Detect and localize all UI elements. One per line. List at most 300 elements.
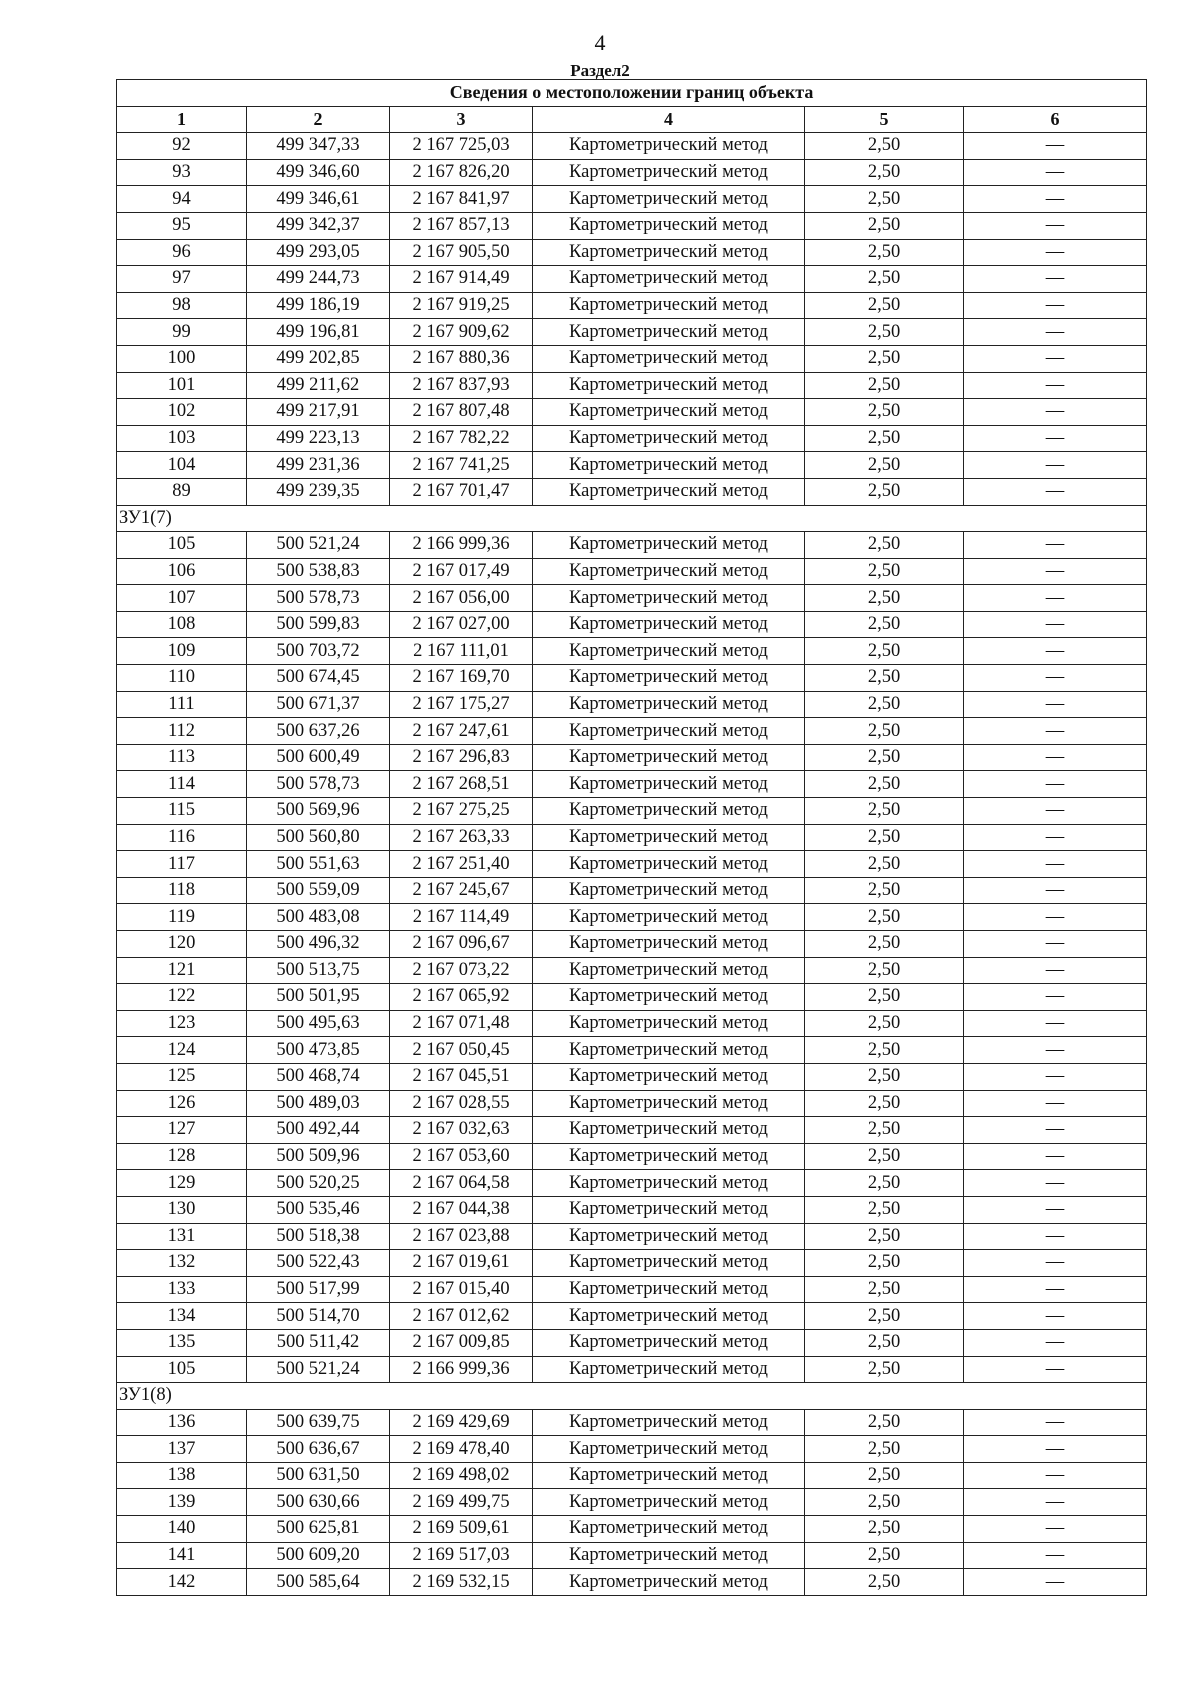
accuracy-cell: 2,50 — [805, 957, 964, 984]
x-coordinate-cell: 500 517,99 — [247, 1276, 390, 1303]
accuracy-cell: 2,50 — [805, 399, 964, 426]
method-cell: Картометрический метод — [533, 372, 805, 399]
accuracy-cell: 2,50 — [805, 1143, 964, 1170]
accuracy-cell: 2,50 — [805, 532, 964, 559]
table-body — [117, 133, 1147, 1596]
table-row — [117, 1010, 1147, 1037]
method-cell: Картометрический метод — [533, 984, 805, 1011]
point-number-cell: 124 — [117, 1037, 247, 1064]
point-number-cell: 100 — [117, 345, 247, 372]
method-cell: Картометрический метод — [533, 1409, 805, 1436]
method-cell: Картометрический метод — [533, 1516, 805, 1543]
table-row — [117, 798, 1147, 825]
note-cell: — — [964, 718, 1147, 745]
point-number-cell: 141 — [117, 1542, 247, 1569]
note-cell: — — [964, 665, 1147, 692]
column-header: 5 — [805, 106, 964, 133]
accuracy-cell: 2,50 — [805, 665, 964, 692]
y-coordinate-cell: 2 167 857,13 — [390, 212, 533, 239]
point-number-cell: 119 — [117, 904, 247, 931]
x-coordinate-cell: 500 585,64 — [247, 1569, 390, 1596]
point-number-cell: 118 — [117, 877, 247, 904]
table-row — [117, 425, 1147, 452]
method-cell: Картометрический метод — [533, 638, 805, 665]
table-row — [117, 877, 1147, 904]
note-cell: — — [964, 744, 1147, 771]
y-coordinate-cell: 2 167 032,63 — [390, 1117, 533, 1144]
y-coordinate-cell: 2 167 012,62 — [390, 1303, 533, 1330]
note-cell: — — [964, 691, 1147, 718]
note-cell: — — [964, 1010, 1147, 1037]
y-coordinate-cell: 2 169 517,03 — [390, 1542, 533, 1569]
note-cell: — — [964, 1303, 1147, 1330]
point-number-cell: 120 — [117, 931, 247, 958]
accuracy-cell: 2,50 — [805, 1569, 964, 1596]
y-coordinate-cell: 2 167 073,22 — [390, 957, 533, 984]
table-row — [117, 1037, 1147, 1064]
y-coordinate-cell: 2 167 017,49 — [390, 558, 533, 585]
parcel-group-label: ЗУ1(7) — [117, 505, 1147, 532]
note-cell: — — [964, 1037, 1147, 1064]
point-number-cell: 138 — [117, 1462, 247, 1489]
accuracy-cell: 2,50 — [805, 771, 964, 798]
x-coordinate-cell: 500 511,42 — [247, 1329, 390, 1356]
table-row — [117, 984, 1147, 1011]
x-coordinate-cell: 500 518,38 — [247, 1223, 390, 1250]
x-coordinate-cell: 500 625,81 — [247, 1516, 390, 1543]
point-number-cell: 93 — [117, 159, 247, 186]
table-row — [117, 1409, 1147, 1436]
table-row — [117, 478, 1147, 505]
y-coordinate-cell: 2 167 701,47 — [390, 478, 533, 505]
method-cell: Картометрический метод — [533, 239, 805, 266]
y-coordinate-cell: 2 167 263,33 — [390, 824, 533, 851]
column-header: 4 — [533, 106, 805, 133]
table-row — [117, 1516, 1147, 1543]
method-cell: Картометрический метод — [533, 212, 805, 239]
accuracy-cell: 2,50 — [805, 798, 964, 825]
method-cell: Картометрический метод — [533, 585, 805, 612]
table-row — [117, 851, 1147, 878]
point-number-cell: 110 — [117, 665, 247, 692]
note-cell: — — [964, 1196, 1147, 1223]
y-coordinate-cell: 2 167 050,45 — [390, 1037, 533, 1064]
table-row — [117, 1436, 1147, 1463]
table-row — [117, 1117, 1147, 1144]
y-coordinate-cell: 2 167 023,88 — [390, 1223, 533, 1250]
accuracy-cell: 2,50 — [805, 478, 964, 505]
point-number-cell: 125 — [117, 1063, 247, 1090]
point-number-cell: 111 — [117, 691, 247, 718]
method-cell: Картометрический метод — [533, 798, 805, 825]
x-coordinate-cell: 500 483,08 — [247, 904, 390, 931]
note-cell: — — [964, 1409, 1147, 1436]
x-coordinate-cell: 499 186,19 — [247, 292, 390, 319]
note-cell: — — [964, 798, 1147, 825]
x-coordinate-cell: 500 514,70 — [247, 1303, 390, 1330]
point-number-cell: 139 — [117, 1489, 247, 1516]
point-number-cell: 135 — [117, 1329, 247, 1356]
parcel-group-label: ЗУ1(8) — [117, 1383, 1147, 1410]
x-coordinate-cell: 500 578,73 — [247, 771, 390, 798]
method-cell: Картометрический метод — [533, 425, 805, 452]
method-cell: Картометрический метод — [533, 399, 805, 426]
method-cell: Картометрический метод — [533, 611, 805, 638]
table-row — [117, 1276, 1147, 1303]
accuracy-cell: 2,50 — [805, 266, 964, 293]
accuracy-cell: 2,50 — [805, 1250, 964, 1277]
x-coordinate-cell: 499 217,91 — [247, 399, 390, 426]
note-cell: — — [964, 1143, 1147, 1170]
accuracy-cell: 2,50 — [805, 638, 964, 665]
accuracy-cell: 2,50 — [805, 1063, 964, 1090]
point-number-cell: 108 — [117, 611, 247, 638]
point-number-cell: 127 — [117, 1117, 247, 1144]
point-number-cell: 109 — [117, 638, 247, 665]
y-coordinate-cell: 2 167 807,48 — [390, 399, 533, 426]
note-cell: — — [964, 399, 1147, 426]
y-coordinate-cell: 2 166 999,36 — [390, 532, 533, 559]
coordinates-table — [116, 79, 1147, 1596]
x-coordinate-cell: 500 560,80 — [247, 824, 390, 851]
column-header: 6 — [964, 106, 1147, 133]
table-row — [117, 904, 1147, 931]
method-cell: Картометрический метод — [533, 1090, 805, 1117]
y-coordinate-cell: 2 167 725,03 — [390, 133, 533, 160]
accuracy-cell: 2,50 — [805, 452, 964, 479]
accuracy-cell: 2,50 — [805, 1090, 964, 1117]
table-row — [117, 718, 1147, 745]
x-coordinate-cell: 500 609,20 — [247, 1542, 390, 1569]
point-number-cell: 133 — [117, 1276, 247, 1303]
point-number-cell: 112 — [117, 718, 247, 745]
table-row — [117, 133, 1147, 160]
note-cell: — — [964, 372, 1147, 399]
accuracy-cell: 2,50 — [805, 744, 964, 771]
table-row — [117, 638, 1147, 665]
method-cell: Картометрический метод — [533, 665, 805, 692]
accuracy-cell: 2,50 — [805, 611, 964, 638]
y-coordinate-cell: 2 169 509,61 — [390, 1516, 533, 1543]
table-row — [117, 292, 1147, 319]
method-cell: Картометрический метод — [533, 1303, 805, 1330]
y-coordinate-cell: 2 167 027,00 — [390, 611, 533, 638]
x-coordinate-cell: 499 223,13 — [247, 425, 390, 452]
table-row — [117, 345, 1147, 372]
method-cell: Картометрический метод — [533, 691, 805, 718]
note-cell: — — [964, 1276, 1147, 1303]
y-coordinate-cell: 2 167 056,00 — [390, 585, 533, 612]
y-coordinate-cell: 2 167 741,25 — [390, 452, 533, 479]
point-number-cell: 129 — [117, 1170, 247, 1197]
column-header: 3 — [390, 106, 533, 133]
note-cell: — — [964, 771, 1147, 798]
note-cell: — — [964, 478, 1147, 505]
accuracy-cell: 2,50 — [805, 186, 964, 213]
y-coordinate-cell: 2 167 841,97 — [390, 186, 533, 213]
note-cell: — — [964, 159, 1147, 186]
x-coordinate-cell: 500 639,75 — [247, 1409, 390, 1436]
method-cell: Картометрический метод — [533, 292, 805, 319]
x-coordinate-cell: 500 468,74 — [247, 1063, 390, 1090]
x-coordinate-cell: 500 489,03 — [247, 1090, 390, 1117]
note-cell: — — [964, 292, 1147, 319]
note-cell: — — [964, 186, 1147, 213]
table-row — [117, 1063, 1147, 1090]
point-number-cell: 105 — [117, 1356, 247, 1383]
accuracy-cell: 2,50 — [805, 372, 964, 399]
accuracy-cell: 2,50 — [805, 904, 964, 931]
accuracy-cell: 2,50 — [805, 319, 964, 346]
x-coordinate-cell: 500 636,67 — [247, 1436, 390, 1463]
method-cell: Картометрический метод — [533, 452, 805, 479]
y-coordinate-cell: 2 167 905,50 — [390, 239, 533, 266]
accuracy-cell: 2,50 — [805, 345, 964, 372]
accuracy-cell: 2,50 — [805, 1489, 964, 1516]
method-cell: Картометрический метод — [533, 1223, 805, 1250]
x-coordinate-cell: 500 559,09 — [247, 877, 390, 904]
x-coordinate-cell: 500 473,85 — [247, 1037, 390, 1064]
y-coordinate-cell: 2 167 782,22 — [390, 425, 533, 452]
table-row — [117, 452, 1147, 479]
accuracy-cell: 2,50 — [805, 824, 964, 851]
point-number-cell: 132 — [117, 1250, 247, 1277]
note-cell: — — [964, 558, 1147, 585]
method-cell: Картометрический метод — [533, 1329, 805, 1356]
method-cell: Картометрический метод — [533, 877, 805, 904]
y-coordinate-cell: 2 167 175,27 — [390, 691, 533, 718]
accuracy-cell: 2,50 — [805, 585, 964, 612]
x-coordinate-cell: 499 196,81 — [247, 319, 390, 346]
y-coordinate-cell: 2 167 019,61 — [390, 1250, 533, 1277]
section-title: Раздел2 — [570, 61, 630, 80]
y-coordinate-cell: 2 167 914,49 — [390, 266, 533, 293]
accuracy-cell: 2,50 — [805, 425, 964, 452]
y-coordinate-cell: 2 167 919,25 — [390, 292, 533, 319]
y-coordinate-cell: 2 167 826,20 — [390, 159, 533, 186]
x-coordinate-cell: 499 231,36 — [247, 452, 390, 479]
method-cell: Картометрический метод — [533, 718, 805, 745]
y-coordinate-cell: 2 167 268,51 — [390, 771, 533, 798]
accuracy-cell: 2,50 — [805, 212, 964, 239]
x-coordinate-cell: 500 600,49 — [247, 744, 390, 771]
point-number-cell: 128 — [117, 1143, 247, 1170]
method-cell: Картометрический метод — [533, 532, 805, 559]
y-coordinate-cell: 2 167 096,67 — [390, 931, 533, 958]
accuracy-cell: 2,50 — [805, 292, 964, 319]
table-row — [117, 957, 1147, 984]
accuracy-cell: 2,50 — [805, 1117, 964, 1144]
table-row — [117, 1489, 1147, 1516]
x-coordinate-cell: 500 671,37 — [247, 691, 390, 718]
x-coordinate-cell: 499 293,05 — [247, 239, 390, 266]
note-cell: — — [964, 345, 1147, 372]
table-row — [117, 665, 1147, 692]
accuracy-cell: 2,50 — [805, 159, 964, 186]
table-row — [117, 239, 1147, 266]
method-cell: Картометрический метод — [533, 1063, 805, 1090]
x-coordinate-cell: 500 674,45 — [247, 665, 390, 692]
point-number-cell: 121 — [117, 957, 247, 984]
note-cell: — — [964, 638, 1147, 665]
y-coordinate-cell: 2 167 169,70 — [390, 665, 533, 692]
accuracy-cell: 2,50 — [805, 1010, 964, 1037]
note-cell: — — [964, 532, 1147, 559]
note-cell: — — [964, 266, 1147, 293]
method-cell: Картометрический метод — [533, 1037, 805, 1064]
table-row — [117, 1170, 1147, 1197]
table-row — [117, 558, 1147, 585]
y-coordinate-cell: 2 166 999,36 — [390, 1356, 533, 1383]
x-coordinate-cell: 500 509,96 — [247, 1143, 390, 1170]
table-row — [117, 824, 1147, 851]
point-number-cell: 92 — [117, 133, 247, 160]
x-coordinate-cell: 500 520,25 — [247, 1170, 390, 1197]
note-cell: — — [964, 904, 1147, 931]
x-coordinate-cell: 500 551,63 — [247, 851, 390, 878]
x-coordinate-cell: 500 599,83 — [247, 611, 390, 638]
table-row — [117, 744, 1147, 771]
y-coordinate-cell: 2 167 880,36 — [390, 345, 533, 372]
x-coordinate-cell: 499 202,85 — [247, 345, 390, 372]
method-cell: Картометрический метод — [533, 266, 805, 293]
table-row — [117, 1090, 1147, 1117]
table-row — [117, 1143, 1147, 1170]
accuracy-cell: 2,50 — [805, 1037, 964, 1064]
table-row — [117, 1223, 1147, 1250]
column-header: 1 — [117, 106, 247, 133]
point-number-cell: 130 — [117, 1196, 247, 1223]
method-cell: Картометрический метод — [533, 1143, 805, 1170]
point-number-cell: 103 — [117, 425, 247, 452]
method-cell: Картометрический метод — [533, 1010, 805, 1037]
point-number-cell: 142 — [117, 1569, 247, 1596]
x-coordinate-cell: 499 347,33 — [247, 133, 390, 160]
table-row — [117, 611, 1147, 638]
x-coordinate-cell: 500 501,95 — [247, 984, 390, 1011]
note-cell: — — [964, 452, 1147, 479]
table-row — [117, 186, 1147, 213]
point-number-cell: 115 — [117, 798, 247, 825]
method-cell: Картометрический метод — [533, 904, 805, 931]
y-coordinate-cell: 2 167 247,61 — [390, 718, 533, 745]
method-cell: Картометрический метод — [533, 1436, 805, 1463]
method-cell: Картометрический метод — [533, 319, 805, 346]
note-cell: — — [964, 931, 1147, 958]
point-number-cell: 104 — [117, 452, 247, 479]
x-coordinate-cell: 500 535,46 — [247, 1196, 390, 1223]
note-cell: — — [964, 585, 1147, 612]
method-cell: Картометрический метод — [533, 931, 805, 958]
table-row — [117, 691, 1147, 718]
note-cell: — — [964, 957, 1147, 984]
accuracy-cell: 2,50 — [805, 984, 964, 1011]
note-cell: — — [964, 1489, 1147, 1516]
point-number-cell: 136 — [117, 1409, 247, 1436]
accuracy-cell: 2,50 — [805, 931, 964, 958]
note-cell: — — [964, 1569, 1147, 1596]
table-title: Сведения о местоположении границ объекта — [117, 80, 1147, 107]
point-number-cell: 117 — [117, 851, 247, 878]
x-coordinate-cell: 499 346,61 — [247, 186, 390, 213]
note-cell: — — [964, 1436, 1147, 1463]
method-cell: Картометрический метод — [533, 771, 805, 798]
note-cell: — — [964, 1542, 1147, 1569]
point-number-cell: 131 — [117, 1223, 247, 1250]
x-coordinate-cell: 499 244,73 — [247, 266, 390, 293]
group-row — [117, 505, 1147, 532]
table-row — [117, 1329, 1147, 1356]
table-row — [117, 1462, 1147, 1489]
y-coordinate-cell: 2 169 499,75 — [390, 1489, 533, 1516]
y-coordinate-cell: 2 167 065,92 — [390, 984, 533, 1011]
x-coordinate-cell: 500 495,63 — [247, 1010, 390, 1037]
accuracy-cell: 2,50 — [805, 239, 964, 266]
y-coordinate-cell: 2 167 837,93 — [390, 372, 533, 399]
table-row — [117, 1250, 1147, 1277]
note-cell: — — [964, 1516, 1147, 1543]
accuracy-cell: 2,50 — [805, 558, 964, 585]
y-coordinate-cell: 2 169 498,02 — [390, 1462, 533, 1489]
method-cell: Картометрический метод — [533, 957, 805, 984]
x-coordinate-cell: 499 342,37 — [247, 212, 390, 239]
point-number-cell: 140 — [117, 1516, 247, 1543]
table-row — [117, 1303, 1147, 1330]
point-number-cell: 94 — [117, 186, 247, 213]
point-number-cell: 96 — [117, 239, 247, 266]
method-cell: Картометрический метод — [533, 345, 805, 372]
note-cell: — — [964, 877, 1147, 904]
table-row — [117, 1196, 1147, 1223]
note-cell: — — [964, 1063, 1147, 1090]
note-cell: — — [964, 984, 1147, 1011]
x-coordinate-cell: 500 630,66 — [247, 1489, 390, 1516]
table-row — [117, 1542, 1147, 1569]
note-cell: — — [964, 212, 1147, 239]
method-cell: Картометрический метод — [533, 159, 805, 186]
table-row — [117, 532, 1147, 559]
table-row — [117, 266, 1147, 293]
note-cell: — — [964, 1090, 1147, 1117]
x-coordinate-cell: 500 513,75 — [247, 957, 390, 984]
x-coordinate-cell: 500 522,43 — [247, 1250, 390, 1277]
point-number-cell: 95 — [117, 212, 247, 239]
point-number-cell: 126 — [117, 1090, 247, 1117]
y-coordinate-cell: 2 167 053,60 — [390, 1143, 533, 1170]
point-number-cell: 105 — [117, 532, 247, 559]
table-row — [117, 1569, 1147, 1596]
x-coordinate-cell: 499 211,62 — [247, 372, 390, 399]
y-coordinate-cell: 2 167 015,40 — [390, 1276, 533, 1303]
y-coordinate-cell: 2 167 009,85 — [390, 1329, 533, 1356]
note-cell: — — [964, 1117, 1147, 1144]
x-coordinate-cell: 499 346,60 — [247, 159, 390, 186]
note-cell: — — [964, 1223, 1147, 1250]
method-cell: Картометрический метод — [533, 824, 805, 851]
x-coordinate-cell: 500 637,26 — [247, 718, 390, 745]
accuracy-cell: 2,50 — [805, 1409, 964, 1436]
method-cell: Картометрический метод — [533, 1276, 805, 1303]
x-coordinate-cell: 500 578,73 — [247, 585, 390, 612]
method-cell: Картометрический метод — [533, 1462, 805, 1489]
accuracy-cell: 2,50 — [805, 691, 964, 718]
x-coordinate-cell: 500 492,44 — [247, 1117, 390, 1144]
note-cell: — — [964, 425, 1147, 452]
table-row — [117, 372, 1147, 399]
accuracy-cell: 2,50 — [805, 1303, 964, 1330]
method-cell: Картометрический метод — [533, 1117, 805, 1144]
x-coordinate-cell: 500 496,32 — [247, 931, 390, 958]
